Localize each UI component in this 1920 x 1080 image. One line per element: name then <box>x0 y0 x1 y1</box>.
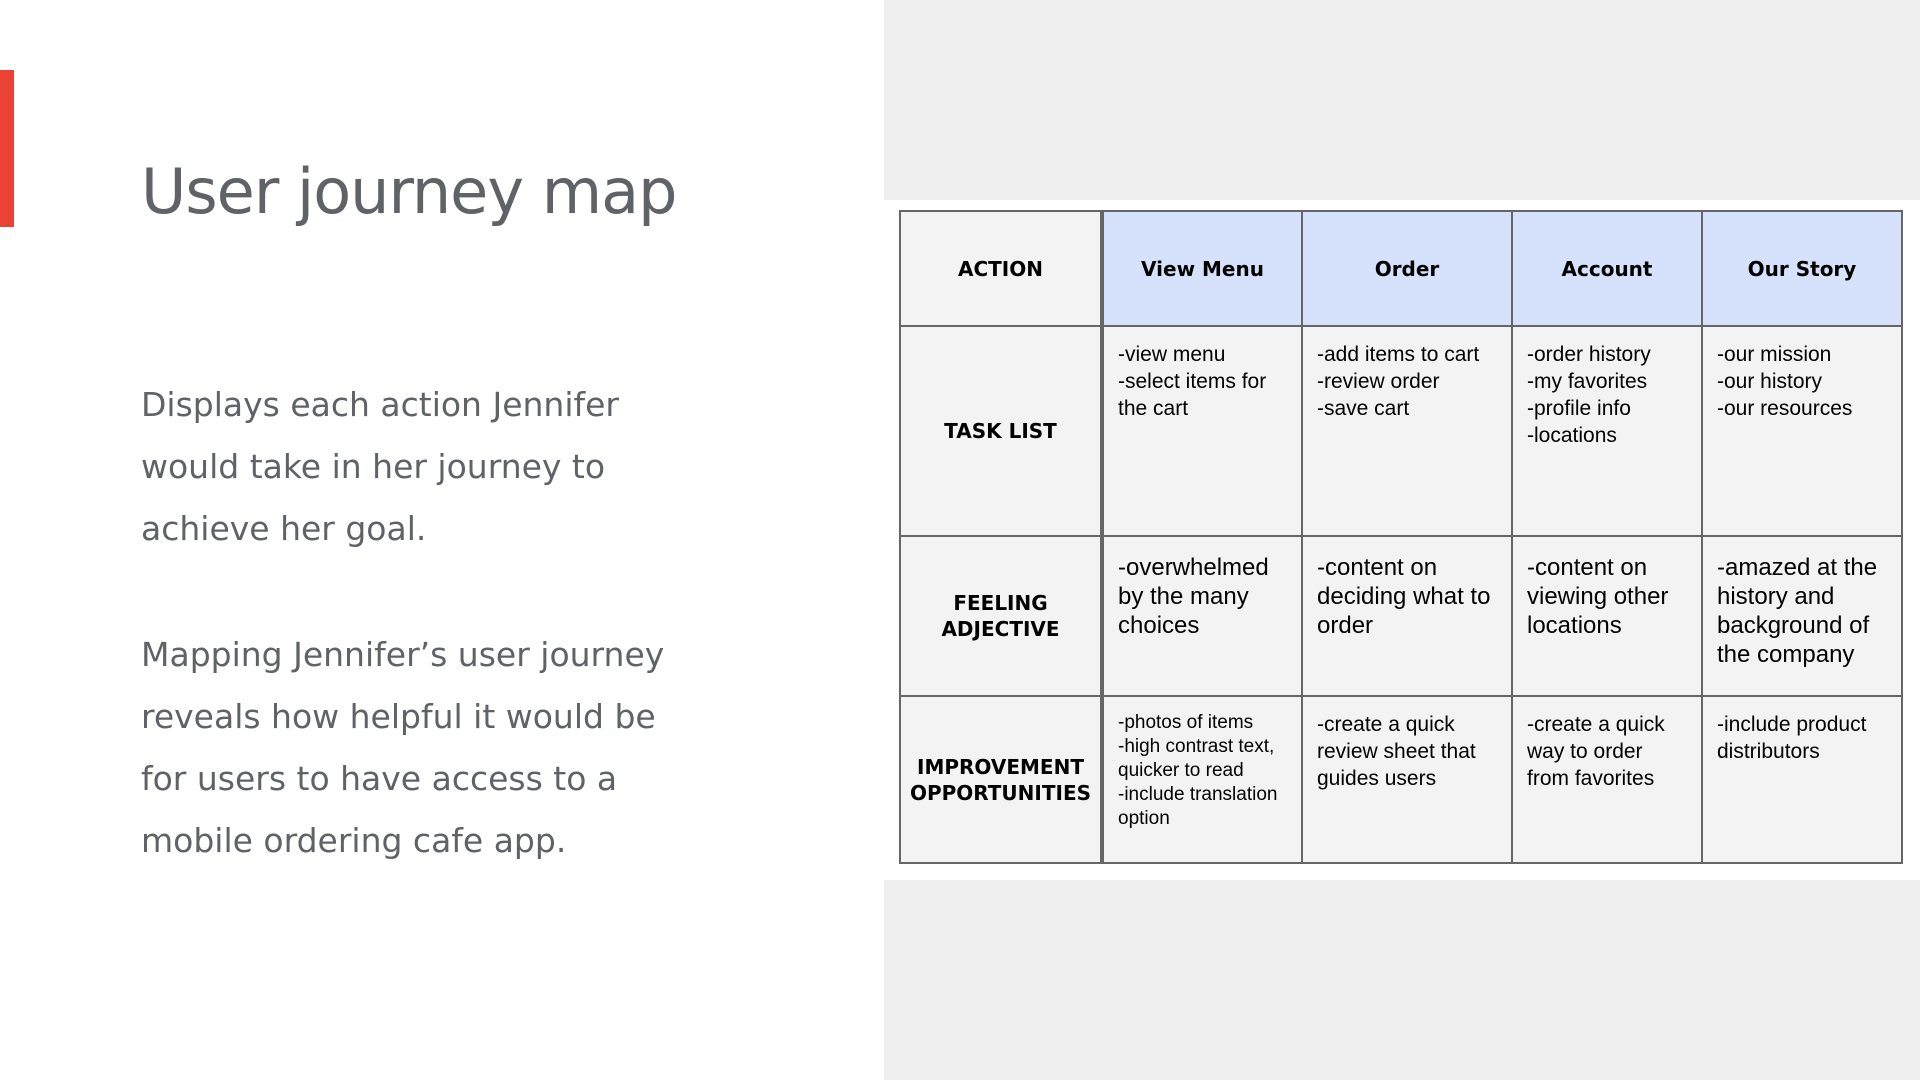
feeling-row <box>900 536 1902 696</box>
row-label-feeling-line1: FEELING <box>953 591 1048 615</box>
journey-table-container <box>884 200 1920 880</box>
feeling-text-order: -content on deciding what to order <box>1317 554 1491 639</box>
feeling-text-account: -content on viewing other locations <box>1527 554 1669 639</box>
improvement-text-view-menu: -photos of items -high contrast text, quicker to read -include translation option <box>1118 712 1278 829</box>
improvement-cell-account <box>1512 696 1702 863</box>
action-row <box>900 211 1902 326</box>
improvement-cell-order <box>1302 696 1512 863</box>
task-list-row <box>900 326 1902 536</box>
feeling-text-view-menu: -overwhelmed by the many choices <box>1118 554 1269 639</box>
task-cell-our-story <box>1702 326 1902 536</box>
accent-bar <box>0 70 14 227</box>
row-label-improvement-line2: OPPORTUNITIES <box>909 780 1092 805</box>
task-cell-order <box>1302 326 1512 536</box>
column-header-order: Order <box>1302 211 1512 326</box>
row-label-feeling-line2: ADJECTIVE <box>941 617 1060 641</box>
improvement-text-account: -create a quick way to order from favorites <box>1527 713 1665 790</box>
feeling-cell-order <box>1302 536 1512 696</box>
row-label-action: ACTION <box>900 211 1102 326</box>
journey-map-table <box>899 210 1903 864</box>
feeling-cell-view-menu <box>1102 536 1302 696</box>
feeling-cell-our-story <box>1702 536 1902 696</box>
row-label-improvement <box>900 696 1102 863</box>
task-text-order: -add items to cart -review order -save cart <box>1317 343 1480 420</box>
row-label-feeling <box>900 536 1102 696</box>
improvement-text-our-story: -include product distributors <box>1717 713 1867 763</box>
row-label-improvement-line1: IMPROVEMENT <box>917 754 1084 779</box>
improvement-text-order: -create a quick review sheet that guides users <box>1317 713 1476 790</box>
feeling-cell-account <box>1512 536 1702 696</box>
task-text-view-menu: -view menu -select items for the cart <box>1118 343 1267 420</box>
task-cell-account <box>1512 326 1702 536</box>
task-text-our-story: -our mission -our history -our resources <box>1717 343 1853 420</box>
improvement-cell-view-menu <box>1102 696 1302 863</box>
feeling-text-our-story: -amazed at the history and background of the company <box>1717 554 1878 668</box>
column-header-account: Account <box>1512 211 1702 326</box>
column-header-view-menu: View Menu <box>1102 211 1302 326</box>
row-label-task-list: TASK LIST <box>900 326 1102 536</box>
task-text-account: -order history -my favorites -profile info -locations <box>1527 343 1651 447</box>
slide-title: User journey map <box>141 155 677 228</box>
description-paragraph-2: Mapping Jennifer’s user journey reveals how helpful it would be for users to have access to a mobile ordering cafe app. <box>141 635 665 860</box>
improvement-cell-our-story <box>1702 696 1902 863</box>
improvement-row <box>900 696 1902 863</box>
task-cell-view-menu <box>1102 326 1302 536</box>
description-paragraph-1: Displays each action Jennifer would take in her journey to achieve her goal. <box>141 385 619 548</box>
column-header-our-story: Our Story <box>1702 211 1902 326</box>
